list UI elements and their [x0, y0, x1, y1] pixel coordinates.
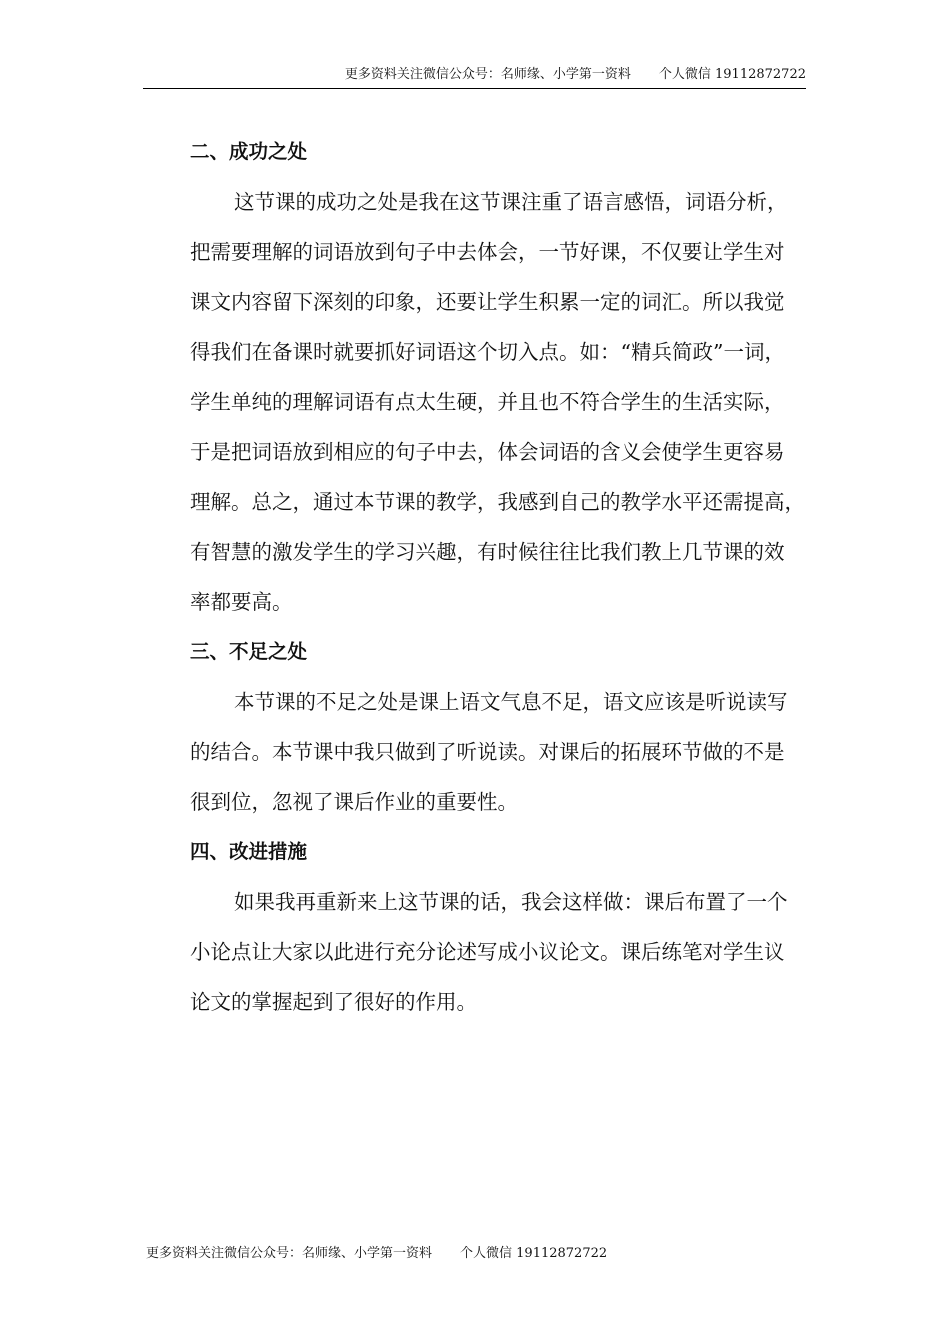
- section-paragraph: [146, 177, 816, 627]
- paragraph-line: 有智慧的激发学生的学习兴趣，有时候往往比我们教上几节课的效: [190, 540, 785, 564]
- paragraph-line: 小论点让大家以此进行充分论述写成小议论文。课后练笔对学生议: [190, 940, 785, 964]
- paragraph-line: 学生单纯的理解词语有点太生硬，并且也不符合学生的生活实际，: [190, 390, 785, 414]
- paragraph-line: 于是把词语放到相应的句子中去，体会词语的含义会使学生更容易: [190, 440, 785, 464]
- header-wechat-text: 个人微信 19112872722: [658, 67, 806, 82]
- page-footer: [146, 1245, 607, 1263]
- paragraph-line: 课文内容留下深刻的印象，还要让学生积累一定的词汇。所以我觉: [190, 290, 785, 314]
- section-paragraph: [146, 677, 816, 827]
- section-shortcomings: [146, 627, 816, 827]
- header-source-text: 更多资料关注微信公众号：名师缘、小学第一资料: [344, 67, 631, 82]
- paragraph-line: 如果我再重新来上这节课的话，我会这样做：课后布置了一个: [234, 890, 788, 914]
- page-header: [143, 66, 806, 89]
- section-success: [146, 127, 816, 627]
- footer-source-text: 更多资料关注微信公众号：名师缘、小学第一资料: [146, 1246, 433, 1261]
- section-heading: 二、成功之处: [190, 140, 308, 163]
- header-text: [345, 66, 806, 84]
- section-heading: 三、不足之处: [190, 640, 308, 663]
- footer-wechat-text: 个人微信 19112872722: [460, 1246, 608, 1261]
- paragraph-line: 得我们在备课时就要抓好词语这个切入点。如：“精兵简政”一词，: [190, 340, 785, 364]
- paragraph-line: 率都要高。: [190, 590, 293, 614]
- section-improvements: [146, 827, 816, 1027]
- paragraph-line: 把需要理解的词语放到句子中去体会，一节好课，不仅要让学生对: [190, 240, 785, 264]
- section-paragraph: [146, 877, 816, 1027]
- section-heading: 四、改进措施: [190, 840, 308, 863]
- document-body: [146, 127, 816, 1027]
- paragraph-line: 论文的掌握起到了很好的作用。: [190, 990, 477, 1014]
- paragraph-line: 本节课的不足之处是课上语文气息不足，语文应该是听说读写: [234, 690, 788, 714]
- paragraph-line: 很到位，忽视了课后作业的重要性。: [190, 790, 518, 814]
- paragraph-line: 这节课的成功之处是我在这节课注重了语言感悟，词语分析，: [234, 190, 788, 214]
- paragraph-line: 理解。总之，通过本节课的教学，我感到自己的教学水平还需提高，: [190, 490, 805, 514]
- paragraph-line: 的结合。本节课中我只做到了听说读。对课后的拓展环节做的不是: [190, 740, 785, 764]
